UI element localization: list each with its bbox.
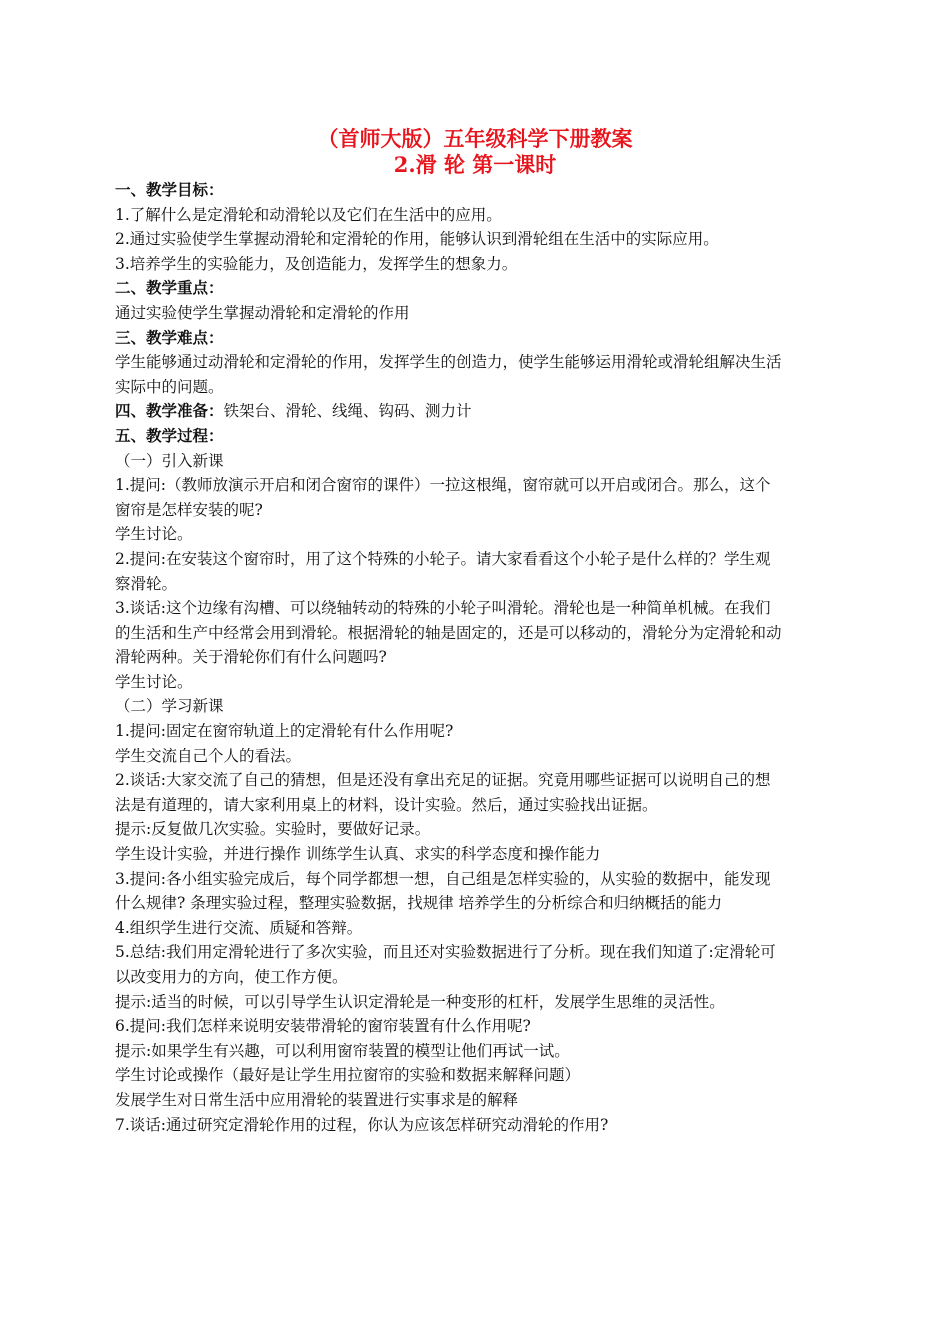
body-text-line: 法是有道理的，请大家利用桌上的材料，设计实验。然后，通过实验找出证据。 <box>115 795 658 814</box>
section-heading: 三、教学难点： <box>115 327 224 347</box>
body-text-line: 实际中的问题。 <box>115 377 224 396</box>
section-heading <box>115 399 842 424</box>
body-text-line: （二）学习新课 <box>115 697 224 716</box>
document-title: （首师大版）五年级科学下册教案 <box>317 126 633 151</box>
body-text-line: 学生讨论或操作（最好是让学生用拉窗帘的实验和数据来解释问题） <box>115 1066 581 1085</box>
body-text-line: 提示:反复做几次实验。实验时，要做好记录。 <box>115 820 431 839</box>
body-text-line: 察滑轮。 <box>115 574 178 593</box>
body-text-line: 3.谈话:这个边缘有沟槽、可以绕轴转动的特殊的小轮子叫滑轮。滑轮也是一种简单机械。在我们 <box>115 599 771 618</box>
section-heading-label: 四、教学准备： <box>115 401 224 421</box>
body-text-line: 学生交流自己个人的看法。 <box>115 746 302 765</box>
body-text-line: 2.通过实验使学生掌握动滑轮和定滑轮的作用，能够认识到滑轮组在生活中的实际应用。 <box>115 230 719 249</box>
body-text-line: 2.提问:在安装这个窗帘时，用了这个特殊的小轮子。请大家看看这个小轮子是什么样的？学生观 <box>115 549 771 568</box>
body-text-line: 5.总结:我们用定滑轮进行了多次实验，而且还对实验数据进行了分析。现在我们知道了:定滑轮可 <box>115 943 776 962</box>
body-text-line: 3.提问:各小组实验完成后，每个同学都想一想，自己组是怎样实验的，从实验的数据中，能发现 <box>115 869 771 888</box>
body-text-line: 学生讨论。 <box>115 525 193 544</box>
body-text-line: 通过实验使学生掌握动滑轮和定滑轮的作用 <box>115 303 410 322</box>
document-body <box>115 178 842 1137</box>
section-heading: 二、教学重点： <box>115 278 224 298</box>
body-text-line: 学生设计实验，并进行操作 训练学生认真、求实的科学态度和操作能力 <box>115 845 601 864</box>
body-text-line: 学生讨论。 <box>115 672 193 691</box>
body-text-line: 滑轮两种。关于滑轮你们有什么问题吗? <box>115 648 387 667</box>
body-text-line: 的生活和生产中经常会用到滑轮。根据滑轮的轴是固定的，还是可以移动的，滑轮分为定滑轮和动 <box>115 623 782 642</box>
body-text-line: （一）引入新课 <box>115 451 224 470</box>
body-text-line: 什么规律? 条理实验过程，整理实验数据，找规律 培养学生的分析综合和归纳概括的能力 <box>115 894 723 913</box>
section-heading: 五、教学过程： <box>115 425 224 445</box>
body-text-line: 6.提问:我们怎样来说明安装带滑轮的窗帘装置有什么作用呢? <box>115 1017 531 1036</box>
body-text-line: 1.了解什么是定滑轮和动滑轮以及它们在生活中的应用。 <box>115 205 502 224</box>
body-text-line: 3.培养学生的实验能力，及创造能力，发挥学生的想象力。 <box>115 254 518 273</box>
section-heading: 一、教学目标： <box>115 180 224 199</box>
document-subtitle: 2.滑 轮 第一课时 <box>393 152 557 177</box>
body-text-line: 1.提问:固定在窗帘轨道上的定滑轮有什么作用呢? <box>115 722 454 741</box>
body-text-line: 提示:适当的时候，可以引导学生认识定滑轮是一种变形的杠杆，发展学生思维的灵活性。 <box>115 992 725 1011</box>
body-text-line: 2.谈话:大家交流了自己的猜想，但是还没有拿出充足的证据。究竟用哪些证据可以说明自己的想 <box>115 771 771 790</box>
body-text-line: 学生能够通过动滑轮和定滑轮的作用，发挥学生的创造力，使学生能够运用滑轮或滑轮组解决生活 <box>115 353 782 372</box>
body-text-line: 窗帘是怎样安装的呢? <box>115 500 263 519</box>
body-text-line: 以改变用力的方向，使工作方便。 <box>115 968 348 986</box>
body-text-line: 提示:如果学生有兴趣，可以利用窗帘装置的模型让他们再试一试。 <box>115 1041 570 1060</box>
body-text-line: 1.提问:（教师放演示开启和闭合窗帘的课件）一拉这根绳，窗帘就可以开启或闭合。那么，这个 <box>115 476 771 495</box>
body-text-line: 4.组织学生进行交流、质疑和答辩。 <box>115 918 363 937</box>
section-heading-content: 铁架台、滑轮、线绳、钩码、测力计 <box>223 402 472 421</box>
body-text-line: 发展学生对日常生活中应用滑轮的装置进行实事求是的解释 <box>115 1090 519 1109</box>
body-text-line: 7.谈话:通过研究定滑轮作用的过程，你认为应该怎样研究动滑轮的作用? <box>115 1115 609 1134</box>
